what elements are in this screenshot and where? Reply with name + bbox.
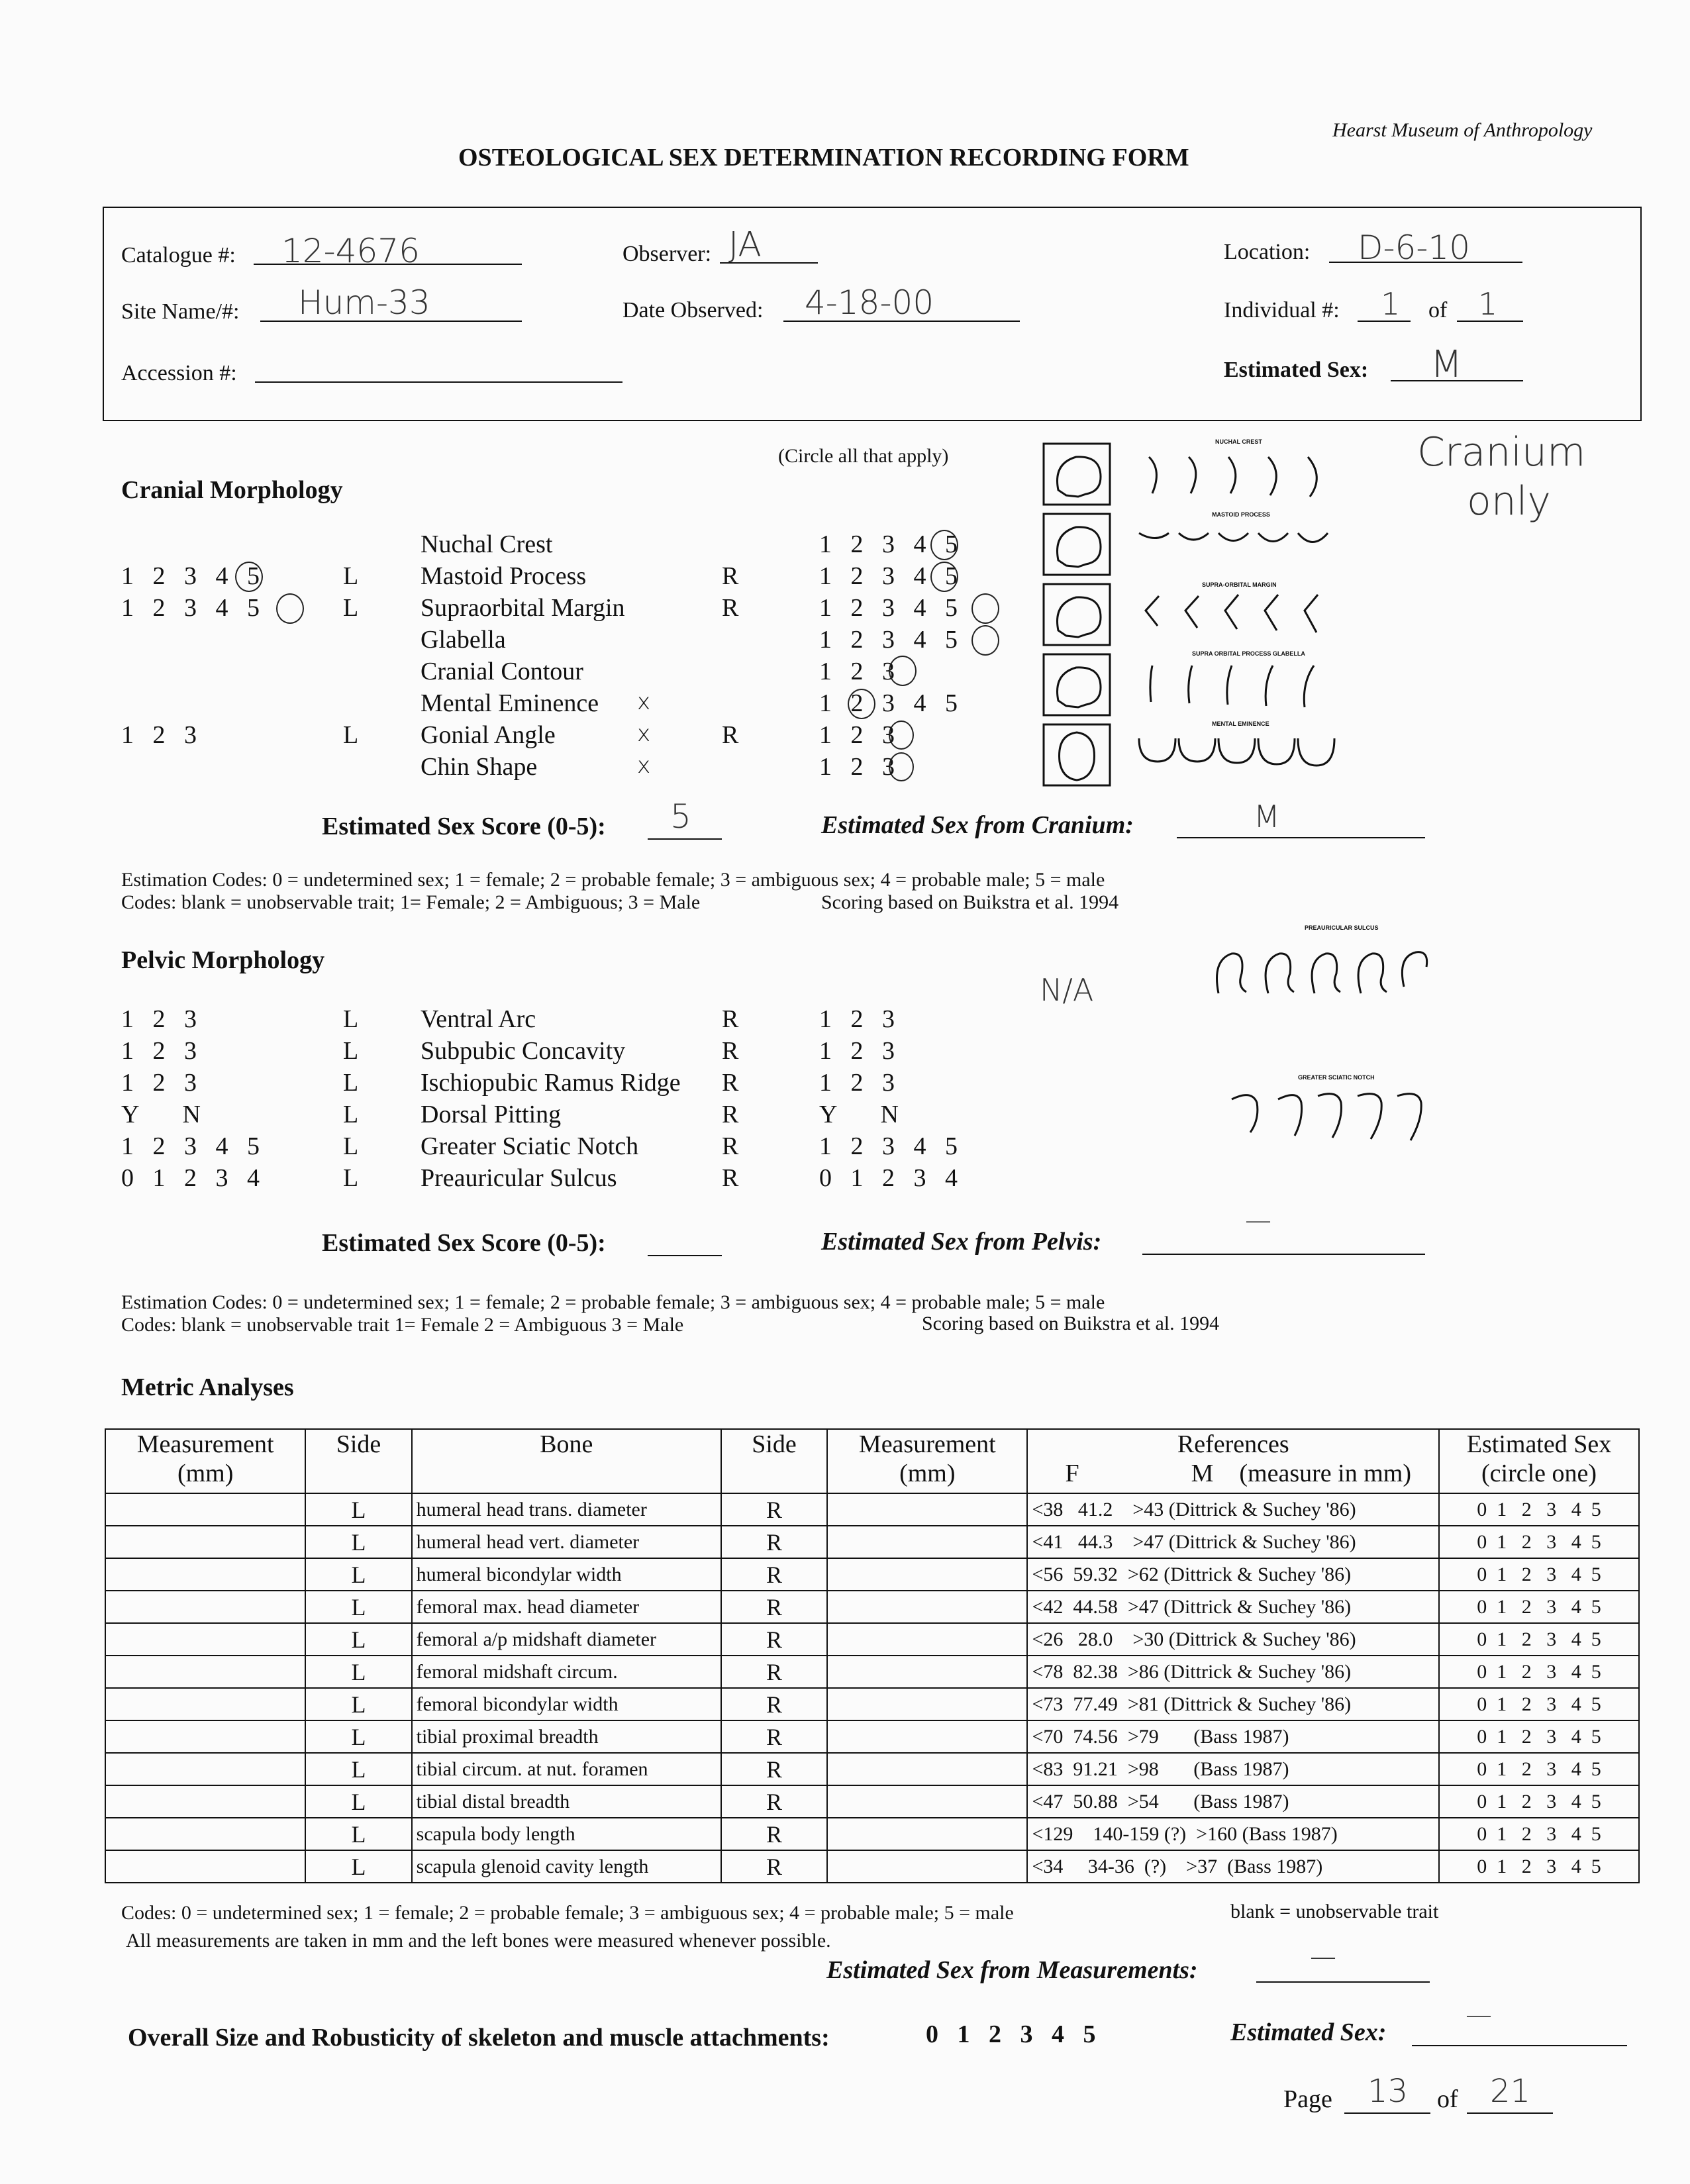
measurement-right-cell[interactable] (827, 1753, 1027, 1785)
measurement-right-cell[interactable] (827, 1720, 1027, 1753)
pelvic-trait-name: Greater Sciatic Notch (421, 1132, 639, 1160)
reference-cell: <34 34-36 (?) >37 (Bass 1987) (1027, 1850, 1439, 1883)
side-right-cell: R (721, 1558, 827, 1591)
catalogue-label: Catalogue #: (121, 243, 236, 268)
cranial-left-scores: 1 2 3 (121, 721, 197, 749)
pelvic-left-side: L (343, 1132, 359, 1160)
pelvic-right-scores: Y N (819, 1101, 899, 1128)
cranial-right-scores: 1 2 3 (819, 658, 895, 685)
circle-glabella-5 (971, 625, 999, 656)
pelvic-trait-name: Ischiopubic Ramus Ridge (421, 1069, 681, 1097)
cranial-right-scores: 1 2 3 (819, 721, 895, 749)
measurement-left-cell[interactable] (105, 1753, 305, 1785)
mastoid-process-curves (1139, 533, 1328, 542)
bone-cell: femoral bicondylar width (412, 1688, 721, 1720)
col-measurement-right: Measurement (mm) (827, 1429, 1027, 1493)
pelvic-trait-name: Preauricular Sulcus (421, 1164, 617, 1192)
metric-heading: Metric Analyses (121, 1373, 294, 1401)
bone-cell: femoral a/p midshaft diameter (412, 1623, 721, 1656)
bone-cell: humeral bicondylar width (412, 1558, 721, 1591)
supraorbital-curves (1146, 595, 1318, 632)
bone-cell: humeral head trans. diameter (412, 1493, 721, 1526)
side-left-cell: L (305, 1526, 411, 1558)
side-left-cell: L (305, 1785, 411, 1818)
bone-cell: femoral max. head diameter (412, 1591, 721, 1623)
overall-scale[interactable]: 0 1 2 3 4 5 (926, 2020, 1096, 2048)
bone-cell: femoral midshaft circum. (412, 1656, 721, 1688)
only-note: only (1467, 478, 1551, 524)
accession-label: Accession #: (121, 361, 237, 385)
measurement-right-cell[interactable] (827, 1688, 1027, 1720)
references-m: M (1191, 1460, 1214, 1487)
measurement-left-cell[interactable] (105, 1785, 305, 1818)
measurement-right-cell[interactable] (827, 1818, 1027, 1850)
side-right-cell: R (721, 1623, 827, 1656)
site-value[interactable]: Hum-33 (298, 283, 430, 322)
catalogue-value[interactable]: 12-4676 (281, 232, 420, 270)
measurement-left-cell[interactable] (105, 1688, 305, 1720)
pelvic-codes-1: Estimation Codes: 0 = undetermined sex; 1 = female; 2 = probable female; 3 = ambiguous sex; 4 = probable male; 5 = male (121, 1291, 1105, 1313)
circle-supraorbital-left-5 (276, 593, 304, 624)
pelvic-right-scores: 1 2 3 (819, 1037, 895, 1065)
pelvic-left-scores: 1 2 3 (121, 1037, 197, 1065)
observer-value[interactable]: JA (728, 225, 762, 265)
reference-cell: <129 140-159 (?) >160 (Bass 1987) (1027, 1818, 1439, 1850)
measurement-right-cell[interactable] (827, 1526, 1027, 1558)
museum-name: Hearst Museum of Anthropology (1332, 119, 1593, 141)
bone-cell: scapula body length (412, 1818, 721, 1850)
measurement-right-cell[interactable] (827, 1656, 1027, 1688)
pelvic-left-scores: 1 2 3 4 5 (121, 1132, 260, 1160)
measurement-right-cell[interactable] (827, 1785, 1027, 1818)
estimated-sex-sub: (circle one) (1481, 1460, 1597, 1487)
estimated-sex-value[interactable]: M (1430, 343, 1463, 386)
side-right-cell: R (721, 1753, 827, 1785)
metric-note: All measurements are taken in mm and the left bones were measured whenever possible. (126, 1930, 831, 1952)
circle-note: (Circle all that apply) (778, 445, 949, 467)
overall-sex-label: Estimated Sex: (1230, 2018, 1387, 2046)
side-right-cell: R (721, 1818, 827, 1850)
reference-cell: <70 74.56 >79 (Bass 1987) (1027, 1720, 1439, 1753)
location-value[interactable]: D-6-10 (1358, 228, 1471, 267)
reference-cell: <42 44.58 >47 (Dittrick & Suchey '86) (1027, 1591, 1439, 1623)
col-side-left: Side (305, 1429, 411, 1493)
nuchal-crest-curves (1149, 457, 1317, 497)
measurement-left-cell[interactable] (105, 1591, 305, 1623)
diagram-label-nuchal: NUCHAL CREST (1215, 438, 1262, 445)
cranial-trait-name: Gonial Angle (421, 721, 556, 749)
side-right-cell: R (721, 1526, 827, 1558)
side-left-cell: L (305, 1656, 411, 1688)
cranial-score-label: Estimated Sex Score (0-5): (322, 813, 606, 840)
cranial-trait-name: Glabella (421, 626, 506, 654)
pelvic-right-scores: 1 2 3 4 5 (819, 1132, 958, 1160)
col-estimated-sex (1439, 1429, 1639, 1493)
measurement-left-cell[interactable] (105, 1720, 305, 1753)
pelvic-right-scores: 1 2 3 (819, 1005, 895, 1033)
metric-row (105, 1623, 1639, 1656)
cranial-from-label: Estimated Sex from Cranium: (821, 811, 1134, 839)
estimated-sex-cell[interactable]: 0 1 2 3 4 5 (1439, 1850, 1639, 1883)
estimated-sex-cell[interactable]: 0 1 2 3 4 5 (1439, 1591, 1639, 1623)
preauricular-curves (1217, 952, 1427, 993)
circle-gonial-3 (889, 720, 914, 750)
pelvic-trait-name: Dorsal Pitting (421, 1101, 562, 1128)
pelvic-right-side: R (722, 1132, 739, 1160)
reference-cell: <78 82.38 >86 (Dittrick & Suchey '86) (1027, 1656, 1439, 1688)
cranium-note: Cranium (1417, 429, 1586, 475)
measurement-right-cell[interactable] (827, 1850, 1027, 1883)
estimated-sex-cell[interactable]: 0 1 2 3 4 5 (1439, 1623, 1639, 1656)
circle-mastoid-right-4 (930, 562, 958, 592)
side-left-cell: L (305, 1591, 411, 1623)
side-left-cell: L (305, 1850, 411, 1883)
estimated-sex-cell[interactable]: 0 1 2 3 4 5 (1439, 1656, 1639, 1688)
cranial-trait-name: Mastoid Process (421, 562, 587, 590)
pelvic-score-label: Estimated Sex Score (0-5): (322, 1229, 606, 1257)
cranial-right-scores: 1 2 3 4 5 (819, 626, 958, 654)
diagram-label-preauricular: PREAURICULAR SULCUS (1305, 924, 1379, 931)
cranial-left-side: L (343, 594, 359, 622)
estimated-sex-cell[interactable]: 0 1 2 3 4 5 (1439, 1688, 1639, 1720)
pelvic-codes-ref: Scoring based on Buikstra et al. 1994 (922, 1313, 1220, 1334)
metric-row (105, 1656, 1639, 1688)
cranial-score-value[interactable]: 5 (670, 797, 691, 836)
diagram-label-sciatic: GREATER SCIATIC NOTCH (1298, 1074, 1375, 1081)
metric-row (105, 1688, 1639, 1720)
overall-label: Overall Size and Robusticity of skeleton and muscle attachments: (128, 2024, 830, 2052)
cranial-trait-name: Cranial Contour (421, 658, 583, 685)
diagram-label-mental: MENTAL EMINENCE (1212, 720, 1269, 727)
pelvic-right-side: R (722, 1101, 739, 1128)
pelvic-left-scores: 1 2 3 (121, 1005, 197, 1033)
side-right-cell: R (721, 1591, 827, 1623)
pelvic-left-scores: Y N (121, 1101, 201, 1128)
pelvic-right-side: R (722, 1005, 739, 1033)
metric-row (105, 1753, 1639, 1785)
bone-cell: scapula glenoid cavity length (412, 1850, 721, 1883)
references-unit: (measure in mm) (1239, 1460, 1411, 1487)
reference-cell: <56 59.32 >62 (Dittrick & Suchey '86) (1027, 1558, 1439, 1591)
cranial-from-value[interactable]: M (1254, 799, 1280, 834)
site-label: Site Name/#: (121, 299, 240, 324)
measurement-right-cell[interactable] (827, 1591, 1027, 1623)
cranial-left-side: L (343, 562, 359, 590)
metric-from-value[interactable]: — (1310, 1942, 1336, 1972)
measurement-left-cell[interactable] (105, 1818, 305, 1850)
individual-total[interactable]: 1 (1478, 286, 1498, 322)
circle-chin-3 (889, 752, 914, 781)
measurement-right-cell[interactable] (827, 1623, 1027, 1656)
estimated-sex-cell[interactable]: 0 1 2 3 4 5 (1439, 1526, 1639, 1558)
side-right-cell: R (721, 1656, 827, 1688)
estimated-sex-title: Estimated Sex (1466, 1430, 1612, 1458)
col-bone: Bone (412, 1429, 721, 1493)
measurement-left-cell[interactable] (105, 1850, 305, 1883)
reference-cell: <41 44.3 >47 (Dittrick & Suchey '86) (1027, 1526, 1439, 1558)
circle-mental-2 (848, 689, 875, 719)
individual-value[interactable]: 1 (1381, 286, 1401, 322)
cranial-trait-mark: x (637, 689, 651, 715)
metric-row (105, 1591, 1639, 1623)
cranial-trait-name: Chin Shape (421, 753, 538, 781)
cranial-right-scores: 1 2 3 (819, 753, 895, 781)
cranial-right-scores: 1 2 3 4 5 (819, 689, 958, 717)
diagram-label-mastoid: MASTOID PROCESS (1212, 511, 1270, 518)
glabella-curves (1150, 666, 1314, 707)
date-value[interactable]: 4-18-00 (805, 283, 934, 322)
sciatic-notch-curves (1232, 1094, 1421, 1140)
side-left-cell: L (305, 1623, 411, 1656)
diagram-label-glabella: SUPRA ORBITAL PROCESS GLABELLA (1192, 650, 1305, 657)
form-title: OSTEOLOGICAL SEX DETERMINATION RECORDING FORM (458, 144, 1189, 172)
reference-cell: <73 77.49 >81 (Dittrick & Suchey '86) (1027, 1688, 1439, 1720)
skull-diagram-5 (1044, 724, 1110, 785)
references-f: F (1065, 1460, 1079, 1487)
measurement-left-cell[interactable] (105, 1558, 305, 1591)
references-title: References (1177, 1430, 1289, 1458)
individual-label: Individual #: (1224, 298, 1340, 323)
measurement-left-cell[interactable] (105, 1623, 305, 1656)
cranial-right-side: R (722, 562, 739, 590)
pelvic-na-note: N/A (1040, 972, 1094, 1008)
measurement-right-cell[interactable] (827, 1493, 1027, 1526)
pelvic-from-label: Estimated Sex from Pelvis: (821, 1228, 1102, 1256)
page-total: 21 (1490, 2073, 1531, 2110)
pelvic-right-side: R (722, 1069, 739, 1097)
overall-sex-value[interactable]: — (1466, 2000, 1492, 2030)
pelvic-left-side: L (343, 1069, 359, 1097)
circle-contour-3 (889, 656, 917, 686)
pelvic-right-scores: 0 1 2 3 4 (819, 1164, 958, 1192)
pelvic-right-side: R (722, 1164, 739, 1192)
estimated-sex-cell[interactable]: 0 1 2 3 4 5 (1439, 1785, 1639, 1818)
page-label: Page (1283, 2085, 1332, 2113)
measurement-left-cell[interactable] (105, 1656, 305, 1688)
pelvic-trait-name: Subpubic Concavity (421, 1037, 626, 1065)
mental-eminence-curves (1139, 738, 1334, 766)
pelvic-left-scores: 1 2 3 (121, 1069, 197, 1097)
reference-cell: <26 28.0 >30 (Dittrick & Suchey '86) (1027, 1623, 1439, 1656)
cranial-diagrams (1040, 437, 1358, 795)
observer-label: Observer: (622, 242, 712, 266)
cranial-right-scores: 1 2 3 4 5 (819, 562, 958, 590)
estimated-sex-cell[interactable]: 0 1 2 3 4 5 (1439, 1493, 1639, 1526)
cranial-codes-2: Codes: blank = unobservable trait; 1= Female; 2 = Ambiguous; 3 = Male (121, 891, 701, 913)
date-label: Date Observed: (622, 298, 764, 323)
estimated-sex-cell[interactable]: 0 1 2 3 4 5 (1439, 1558, 1639, 1591)
side-right-cell: R (721, 1850, 827, 1883)
reference-cell: <83 91.21 >98 (Bass 1987) (1027, 1753, 1439, 1785)
measurement-right-cell[interactable] (827, 1558, 1027, 1591)
cranial-right-side: R (722, 721, 739, 749)
metric-row (105, 1493, 1639, 1526)
cranial-trait-name: Nuchal Crest (421, 530, 553, 558)
pelvic-left-side: L (343, 1037, 359, 1065)
estimated-sex-cell[interactable]: 0 1 2 3 4 5 (1439, 1818, 1639, 1850)
pelvic-trait-name: Ventral Arc (421, 1005, 536, 1033)
circle-supraorbital-right-5 (971, 593, 999, 624)
metric-row (105, 1526, 1639, 1558)
pelvic-diagrams (1205, 920, 1444, 1166)
metric-codes: Codes: 0 = undetermined sex; 1 = female; 2 = probable female; 3 = ambiguous sex; 4 = probable male; 5 = male (121, 1902, 1014, 1924)
cranial-codes-ref: Scoring based on Buikstra et al. 1994 (821, 891, 1119, 913)
side-left-cell: L (305, 1753, 411, 1785)
bone-cell: tibial distal breadth (412, 1785, 721, 1818)
metric-row (105, 1720, 1639, 1753)
reference-cell: <47 50.88 >54 (Bass 1987) (1027, 1785, 1439, 1818)
metric-from-label: Estimated Sex from Measurements: (826, 1956, 1198, 1984)
pelvic-left-scores: 0 1 2 3 4 (121, 1164, 260, 1192)
cranial-heading: Cranial Morphology (121, 476, 343, 504)
cranial-right-scores: 1 2 3 4 5 (819, 530, 958, 558)
circle-nuchal-4 (930, 530, 958, 560)
col-references (1027, 1429, 1439, 1493)
metric-table (105, 1428, 1640, 1883)
cranial-left-scores: 1 2 3 4 5 (121, 594, 260, 622)
side-left-cell: L (305, 1818, 411, 1850)
estimated-sex-cell[interactable]: 0 1 2 3 4 5 (1439, 1720, 1639, 1753)
col-measurement-left: Measurement (mm) (105, 1429, 305, 1493)
page-of: of (1437, 2085, 1458, 2113)
cranial-trait-name: Mental Eminence (421, 689, 599, 717)
side-right-cell: R (721, 1493, 827, 1526)
cranial-left-side: L (343, 721, 359, 749)
cranial-right-side: R (722, 594, 739, 622)
measurement-left-cell[interactable] (105, 1526, 305, 1558)
pelvic-from-value[interactable]: — (1245, 1205, 1271, 1236)
circle-mastoid-left-4 (235, 562, 263, 592)
metric-codes-blank: blank = unobservable trait (1230, 1901, 1439, 1922)
cranial-trait-mark: x (637, 720, 651, 747)
estimated-sex-cell[interactable]: 0 1 2 3 4 5 (1439, 1753, 1639, 1785)
side-right-cell: R (721, 1720, 827, 1753)
side-left-cell: L (305, 1558, 411, 1591)
side-left-cell: L (305, 1493, 411, 1526)
estimated-sex-label: Estimated Sex: (1224, 358, 1369, 382)
cranial-left-scores: 1 2 3 4 5 (121, 562, 260, 590)
cranial-trait-mark: x (637, 752, 651, 779)
page-value: 13 (1367, 2073, 1409, 2110)
diagram-label-supraorbital: SUPRA-ORBITAL MARGIN (1202, 581, 1277, 588)
bone-cell: tibial proximal breadth (412, 1720, 721, 1753)
metric-row (105, 1785, 1639, 1818)
reference-cell: <38 41.2 >43 (Dittrick & Suchey '86) (1027, 1493, 1439, 1526)
pelvic-left-side: L (343, 1005, 359, 1033)
pelvic-heading: Pelvic Morphology (121, 946, 325, 974)
metric-row (105, 1850, 1639, 1883)
pelvic-right-scores: 1 2 3 (819, 1069, 895, 1097)
col-side-right: Side (721, 1429, 827, 1493)
pelvic-codes-2: Codes: blank = unobservable trait 1= Female 2 = Ambiguous 3 = Male (121, 1314, 684, 1336)
pelvic-left-side: L (343, 1164, 359, 1192)
metric-row (105, 1558, 1639, 1591)
side-left-cell: L (305, 1688, 411, 1720)
side-left-cell: L (305, 1720, 411, 1753)
pelvic-right-side: R (722, 1037, 739, 1065)
pelvic-left-side: L (343, 1101, 359, 1128)
measurement-left-cell[interactable] (105, 1493, 305, 1526)
metric-row (105, 1818, 1639, 1850)
side-right-cell: R (721, 1688, 827, 1720)
bone-cell: tibial circum. at nut. foramen (412, 1753, 721, 1785)
side-right-cell: R (721, 1785, 827, 1818)
bone-cell: humeral head vert. diameter (412, 1526, 721, 1558)
individual-of: of (1428, 298, 1448, 323)
cranial-trait-name: Supraorbital Margin (421, 594, 625, 622)
location-label: Location: (1224, 240, 1311, 264)
cranial-codes-1: Estimation Codes: 0 = undetermined sex; 1 = female; 2 = probable female; 3 = ambiguous sex; 4 = probable male; 5 = male (121, 869, 1105, 891)
cranial-right-scores: 1 2 3 4 5 (819, 594, 958, 622)
